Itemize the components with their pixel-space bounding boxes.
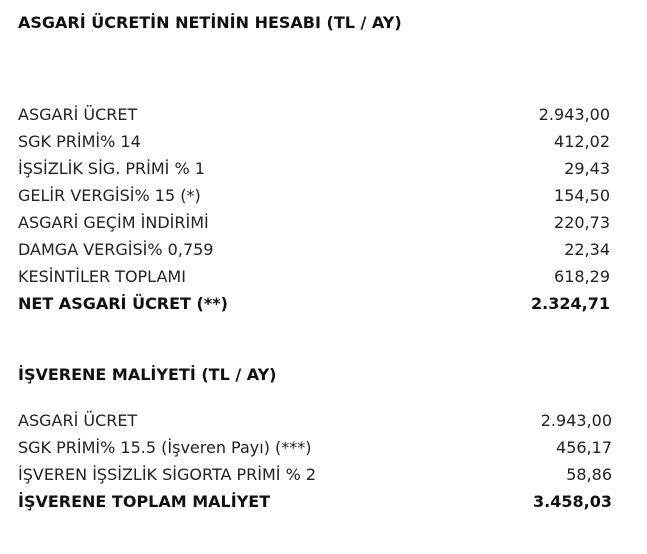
row-label: DAMGA VERGİSİ% 0,759 (18, 240, 214, 259)
table-row-deductions-total (18, 263, 610, 290)
row-label: KESİNTİLER TOPLAMI (18, 267, 186, 286)
table-row-minimum-wage (18, 101, 610, 128)
row-value: 220,73 (554, 213, 610, 232)
row-value: 456,17 (556, 438, 612, 457)
table-row-employer-total-cost (18, 488, 610, 515)
row-value: 3.458,03 (533, 492, 612, 511)
table-row-employer-unemployment-premium (18, 461, 610, 488)
table-row-sgk-premium (18, 128, 610, 155)
table-row-stamp-tax (18, 236, 610, 263)
row-value: 2.943,00 (538, 105, 610, 124)
table-row-income-tax (18, 182, 610, 209)
row-label: NET ASGARİ ÜCRET (**) (18, 294, 228, 313)
row-value: 2.943,00 (540, 411, 612, 430)
row-value: 58,86 (566, 465, 612, 484)
row-value: 618,29 (554, 267, 610, 286)
employer-cost-table (18, 407, 610, 515)
row-value: 22,34 (564, 240, 610, 259)
row-label: ASGARİ ÜCRET (18, 411, 138, 430)
row-value: 412,02 (554, 132, 610, 151)
row-label: SGK PRİMİ% 15.5 (İşveren Payı) (***) (18, 438, 312, 457)
row-label: ASGARİ GEÇİM İNDİRİMİ (18, 213, 209, 232)
section-title-employer-cost: İŞVERENE MALİYETİ (TL / AY) (18, 365, 277, 384)
row-label: İŞVERENE TOPLAM MALİYET (18, 492, 271, 511)
document-page (18, 0, 618, 554)
row-label: SGK PRİMİ% 14 (18, 132, 141, 151)
table-row-employer-sgk-premium (18, 434, 610, 461)
row-value: 2.324,71 (531, 294, 610, 313)
table-row-unemployment-premium (18, 155, 610, 182)
row-value: 29,43 (564, 159, 610, 178)
section-title-net-wage: ASGARİ ÜCRETİN NETİNİN HESABI (TL / AY) (18, 13, 402, 32)
table-row-net-minimum-wage (18, 290, 610, 317)
row-label: ASGARİ ÜCRET (18, 105, 138, 124)
table-row-minimum-wage (18, 407, 610, 434)
row-label: İŞSİZLİK SİG. PRİMİ % 1 (18, 159, 205, 178)
row-label: İŞVEREN İŞSİZLİK SİGORTA PRİMİ % 2 (18, 465, 317, 484)
row-value: 154,50 (554, 186, 610, 205)
row-label: GELİR VERGİSİ% 15 (*) (18, 186, 201, 205)
table-row-minimum-living-allowance (18, 209, 610, 236)
net-wage-table (18, 101, 610, 317)
